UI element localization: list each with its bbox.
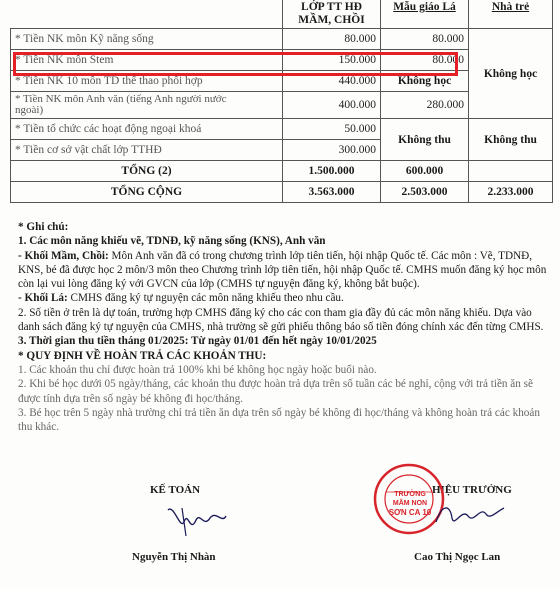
row-value: 80.000 (381, 50, 469, 71)
row-value: 400.000 (283, 92, 381, 119)
refund-heading: * QUY ĐỊNH VỀ HOÀN TRẢ CÁC KHOẢN THU: (18, 349, 267, 362)
header-lop-tt-hd: LỚP TT HĐ MẦM, CHỒI (283, 0, 381, 29)
row-value: 1.500.000 (283, 161, 381, 182)
row-value: 440.000 (283, 71, 381, 92)
header-nha-tre: Nhà trẻ (469, 0, 553, 29)
khong-thu-cell-nha-tre: Không thu (469, 119, 553, 161)
principal-signature (432, 498, 512, 534)
fee-table (10, 0, 553, 203)
nha-tre-merged-cell: Không học (469, 29, 553, 119)
row-label: TỔNG (2) (11, 161, 283, 182)
row-label: * Tiền NK môn Anh văn (tiếng Anh người nước ngoài) (11, 92, 283, 119)
row-label: * Tiền NK 10 môn TD thể thao phối hợp (11, 71, 283, 92)
principal-title: HIỆU TRƯỞNG (432, 484, 512, 496)
header-blank (11, 0, 283, 29)
notes-heading: * Ghi chú: (18, 221, 69, 233)
row-label: * Tiền cơ sở vật chất lớp TTHĐ (11, 140, 283, 161)
notes-section (18, 220, 548, 434)
table-row (11, 29, 553, 50)
row-label: * Tiền tổ chức các hoạt động ngoại khoá (11, 119, 283, 140)
row-value: 50.000 (283, 119, 381, 140)
principal-name: Cao Thị Ngọc Lan (414, 551, 501, 563)
accountant-signature (160, 500, 230, 540)
refund-item-1: 1. Các khoản thu chỉ được hoàn trả 100% khi bé không học ngày hoặc buổi nào. (18, 363, 377, 376)
tong-cong-row (11, 182, 553, 203)
row-value: 2.503.000 (381, 182, 469, 203)
note-item-1-title: 1. Các môn năng khiếu vẽ, TDNĐ, kỹ năng sống (KNS), Anh văn (18, 235, 326, 248)
seal-text: TRƯỜNG MẦM NON SƠN CA 10 (388, 491, 432, 517)
table-header-row (11, 0, 553, 29)
row-value: 3.563.000 (283, 182, 381, 203)
refund-item-2: 2. Khi bé học dưới 05 ngày/tháng, các khoản thu được hoàn trả dựa trên số tuần các bé nghỉ, cộng với trả tiền ăn sẽ được tính dựa trên số ngày bé không đi học/tháng. (18, 378, 533, 405)
refund-item-3: 3. Bé học trên 5 ngày nhà trường chỉ trả tiền ăn dựa trên số ngày bé không đi học/tháng và không hoàn trả các khoản thu khác. (18, 406, 540, 434)
header-mau-giao-la: Mẫu giáo Lá (381, 0, 469, 29)
row-value: 80.000 (283, 29, 381, 50)
khong-thu-cell: Không thu (381, 119, 469, 161)
row-value: 300.000 (283, 140, 381, 161)
row-label: * Tiền NK môn Kỹ năng sống (11, 29, 283, 50)
tong-2-row (11, 161, 553, 182)
empty-cell (469, 161, 553, 182)
table-row (11, 119, 553, 140)
red-highlight-box (13, 52, 458, 76)
row-value: 2.233.000 (469, 182, 553, 203)
row-value: 80.000 (381, 29, 469, 50)
row-label: * Tiền NK môn Stem (11, 50, 283, 71)
note-mam-choi: - Khối Mầm, Chồi: Môn Anh văn đã có trong chương trình lớp tiên tiến, hội nhập Quốc tế. Các môn : Vẽ, TDNĐ, KNS, bé đã được học 2 môn/3 môn theo Chương trình lớp tiên tiến, hội nhập Quốc tế. CMHS muốn đăng ký học môn còn lại vui lòng đăng ký với GVCN của lớp (CMHS tự nguyện đăng ký, không bắt buộc). (18, 249, 547, 291)
accountant-name: Nguyễn Thị Nhàn (132, 551, 216, 563)
row-value: 150.000 (283, 50, 381, 71)
note-item-3: 3. Thời gian thu tiền tháng 01/2025: Từ ngày 01/01 đến hết ngày 10/01/2025 (18, 335, 377, 348)
row-value: 600.000 (381, 161, 469, 182)
note-khoi-la: - Khối Lá: CMHS đăng ký tự nguyện các môn năng khiếu theo nhu cầu. (18, 292, 344, 305)
row-label: TỔNG CỘNG (11, 182, 283, 203)
row-value: Không học (381, 71, 469, 92)
accountant-title: KẾ TOÁN (150, 484, 201, 496)
note-item-2: 2. Số tiền ở trên là dự toán, trường hợp CMHS đăng ký cho các con tham gia đầy đủ các môn năng khiếu. Dựa vào danh sách đăng ký tự nguyện của CMHS, nhà trường sẽ gửi phiếu thông báo số tiền đóng chính xác đến từng CMHS. (18, 306, 544, 334)
row-value: 280.000 (381, 92, 469, 119)
